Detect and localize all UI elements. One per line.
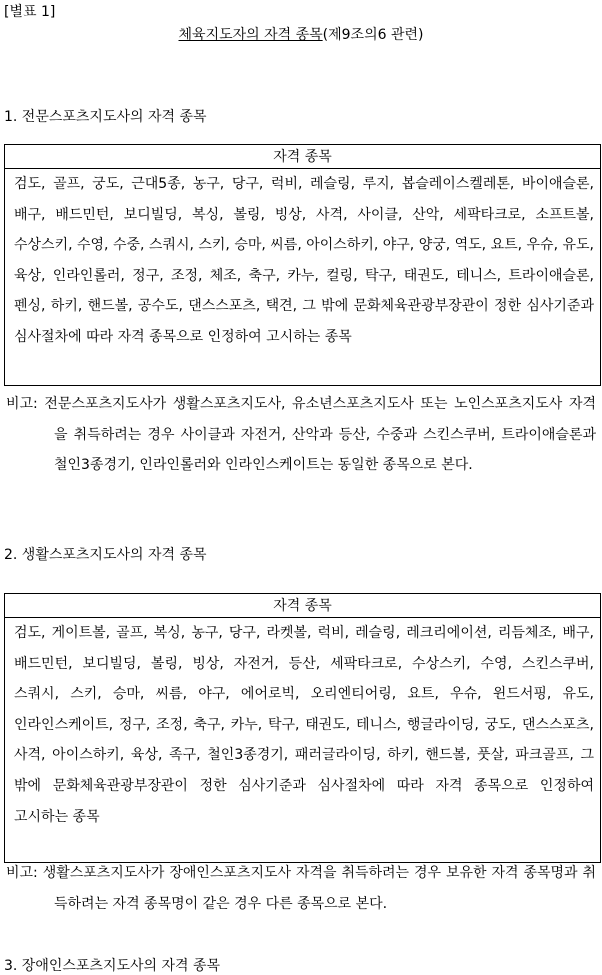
section-2-note: 비고: 생활스포츠지도사가 장애인스포츠지도사 자격을 취득하려는 경우 보유한 자격 종목명과 취득하려는 자격 종목명이 같은 경우 다른 종목으로 본다. [6,865,596,912]
annex-label: [별표 1] [4,4,56,20]
section-2-table-content: 검도, 게이트볼, 골프, 복싱, 농구, 당구, 라켓볼, 럭비, 레슬링, 레크리에이션, 리듬체조, 배구, 배드민턴, 보디빌딩, 볼링, 빙상, 자전거, 등산, 세팍타크로, 수상스키, 수영, 스킨스쿠버, 스쿼시, 스키, 승마, 씨름, 야구, 에어로빅, 오리엔티어링, 요트, 우슈, 윈드서핑, 유도, 인라인스케이트, 정구, 조정, 축구, 카누, 탁구, 태권도, 테니스, 행글라이딩, 궁도, 댄스스포츠, 사격, 아이스하키, 육상, 족구, 철인3종경기, 패러글라이딩, 하키, 핸드볼, 풋살, 파크골프, 그 밖에 문화체육관광부장관이 정한 심사기준과 심사절차에 따라 자격 종목으로 인정하여 고시하는 종목 [14,625,595,825]
section-3-heading: 3. 장애인스포츠지도사의 자격 종목 [4,958,221,974]
section-2-heading: 2. 생활스포츠지도사의 자격 종목 [4,547,207,563]
section-2-table [4,593,601,863]
section-1-heading: 1. 전문스포츠지도사의 자격 종목 [4,109,207,125]
section-1-note: 비고: 전문스포츠지도사가 생활스포츠지도사, 유소년스포츠지도사 또는 노인스포츠지도사 자격을 취득하려는 경우 사이클과 자전거, 산악과 등산, 수중과 스킨스쿠버, 트라이애슬론과 철인3종경기, 인라인롤러와 인라인스케이트는 동일한 종목으로 본다. [6,396,596,474]
section-1-table [4,144,601,386]
document-title [0,24,602,44]
section-1-table-header: 자격 종목 [5,145,600,169]
section-2-table-header: 자격 종목 [5,594,600,618]
title-main: 체육지도자의 자격 종목 [178,27,323,43]
title-sub: (제9조의6 관련) [322,27,424,43]
section-1-table-content: 검도, 골프, 궁도, 근대5종, 농구, 당구, 럭비, 레슬링, 루지, 봅슬레이스켈레톤, 바이애슬론, 배구, 배드민턴, 보디빌딩, 복싱, 볼링, 빙상, 사격, 사이클, 산악, 세팍타크로, 소프트볼, 수상스키, 수영, 수중, 스쿼시, 스키, 승마, 씨름, 아이스하키, 야구, 양궁, 역도, 요트, 우슈, 유도, 육상, 인라인롤러, 정구, 조정, 체조, 축구, 카누, 컬링, 탁구, 태권도, 테니스, 트라이애슬론, 펜싱, 하키, 핸드볼, 공수도, 댄스스포츠, 택견, 그 밖에 문화체육관광부장관이 정한 심사기준과 심사절차에 따라 자격 종목으로 인정하여 고시하는 종목 [14,176,594,345]
